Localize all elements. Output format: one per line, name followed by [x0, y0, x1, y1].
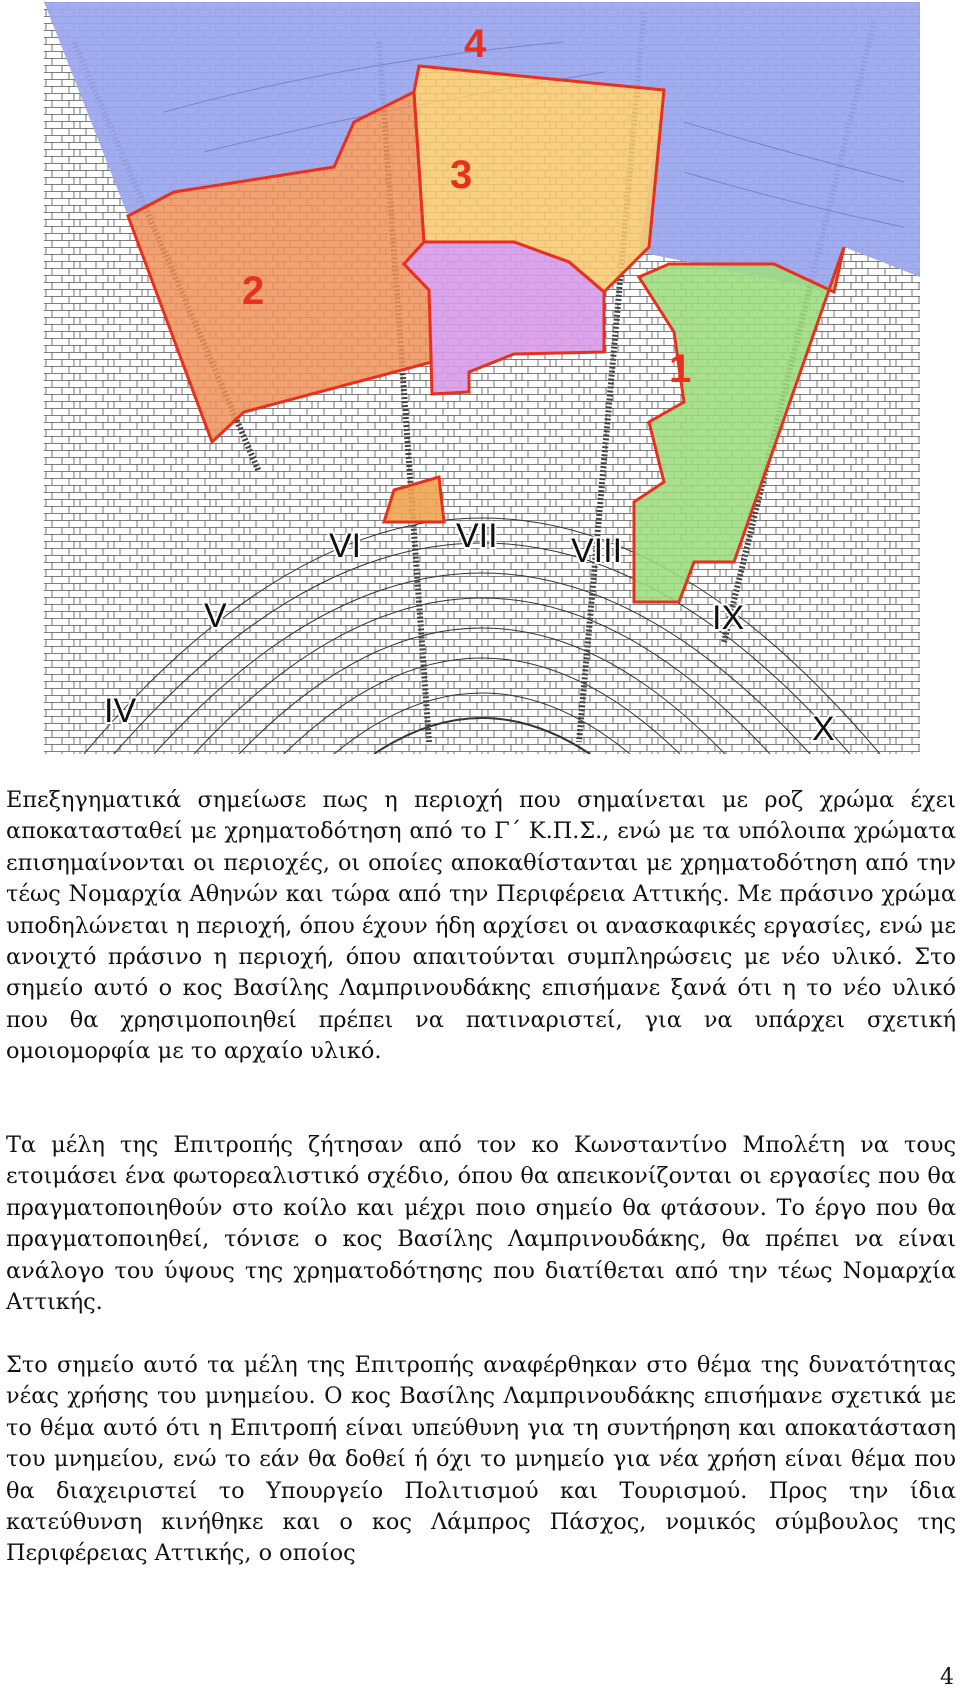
plan-drawing: [44, 2, 920, 754]
zone-label-3: 3: [450, 153, 473, 197]
section-label-x: X: [812, 710, 835, 748]
theatre-restoration-plan: [44, 2, 920, 754]
section-label-viii: VIII: [571, 532, 623, 570]
paragraph-2: Τα μέλη της Επιτροπής ζήτησαν από τον κο Κωνσταντίνο Μπολέτη να τους ετοιμάσει ένα φωτορεαλιστικό σχέδιο, όπου θα απεικονίζονται οι εργασίες που θα πραγματοποιηθούν στο κοίλο και μέχρι ποιο σημείο θα φτάσουν. Το έργο που θα πραγματοποιηθεί, τόνισε ο κος Βασίλης Λαμπρινουδάκης, θα πρέπει να είναι ανάλογο του ύψους της χρηματοδότησης που διατίθεται από την τέως Νομαρχία Αττικής.: [6, 1132, 956, 1316]
section-label-v: V: [204, 597, 227, 635]
section-label-iv: IV: [104, 692, 137, 730]
zone-label-1: 1: [669, 347, 692, 391]
paragraph-3: Στο σημείο αυτό τα μέλη της Επιτροπής αναφέρθηκαν στο θέμα της δυνατότητας νέας χρήσης του μνημείου. Ο κος Βασίλης Λαμπρινουδάκης επισήμανε σχετικά με το θέμα αυτό ότι η Επιτροπή είναι υπεύθυνη για τη συντήρηση και αποκατάσταση του μνημείου, ενώ το εάν θα δοθεί ή όχι το μνημείο για νέα χρήση είναι θέμα που θα διαχειριστεί το Υπουργείο Πολιτισμού και Τουρισμού. Προς την ίδια κατεύθυνση κινήθηκε και ο κος Λάμπρος Πάσχος, νομικός σύμβουλος της Περιφέρειας Αττικής, ο οποίος: [6, 1352, 956, 1567]
section-label-vi: VI: [329, 527, 362, 565]
page-number: 4: [940, 1665, 954, 1690]
paragraph-1: Επεξηγηματικά σημείωσε πως η περιοχή που σημαίνεται με ροζ χρώμα έχει αποκατασταθεί με χρηματοδότηση από το Γ΄ Κ.Π.Σ., ενώ με τα υπόλοιπα χρώματα επισημαίνονται οι περιοχές, οι οποίες αποκαθίστανται με χρηματοδότηση από την τέως Νομαρχία Αθηνών και τώρα από την Περιφέρεια Αττικής. Με πράσινο χρώμα υποδηλώνεται η περιοχή, όπου έχουν ήδη αρχίσει οι ανασκαφικές εργασίες, ενώ με ανοιχτό πράσινο η περιοχή, όπου απαιτούνται συμπληρώσεις με νέο υλικό. Στο σημείο αυτό ο κος Βασίλης Λαμπρινουδάκης επισήμανε ξανά ότι η το νέο υλικό που θα χρησιμοποιηθεί πρέπει να πατιναριστεί, για να υπάρχει σχετική ομοιομορφία με το αρχαίο υλικό.: [6, 787, 956, 1065]
zone-label-2: 2: [242, 269, 265, 313]
zone-label-4: 4: [464, 22, 487, 66]
section-label-vii: VII: [456, 517, 498, 555]
section-label-ix: IX: [712, 599, 745, 637]
